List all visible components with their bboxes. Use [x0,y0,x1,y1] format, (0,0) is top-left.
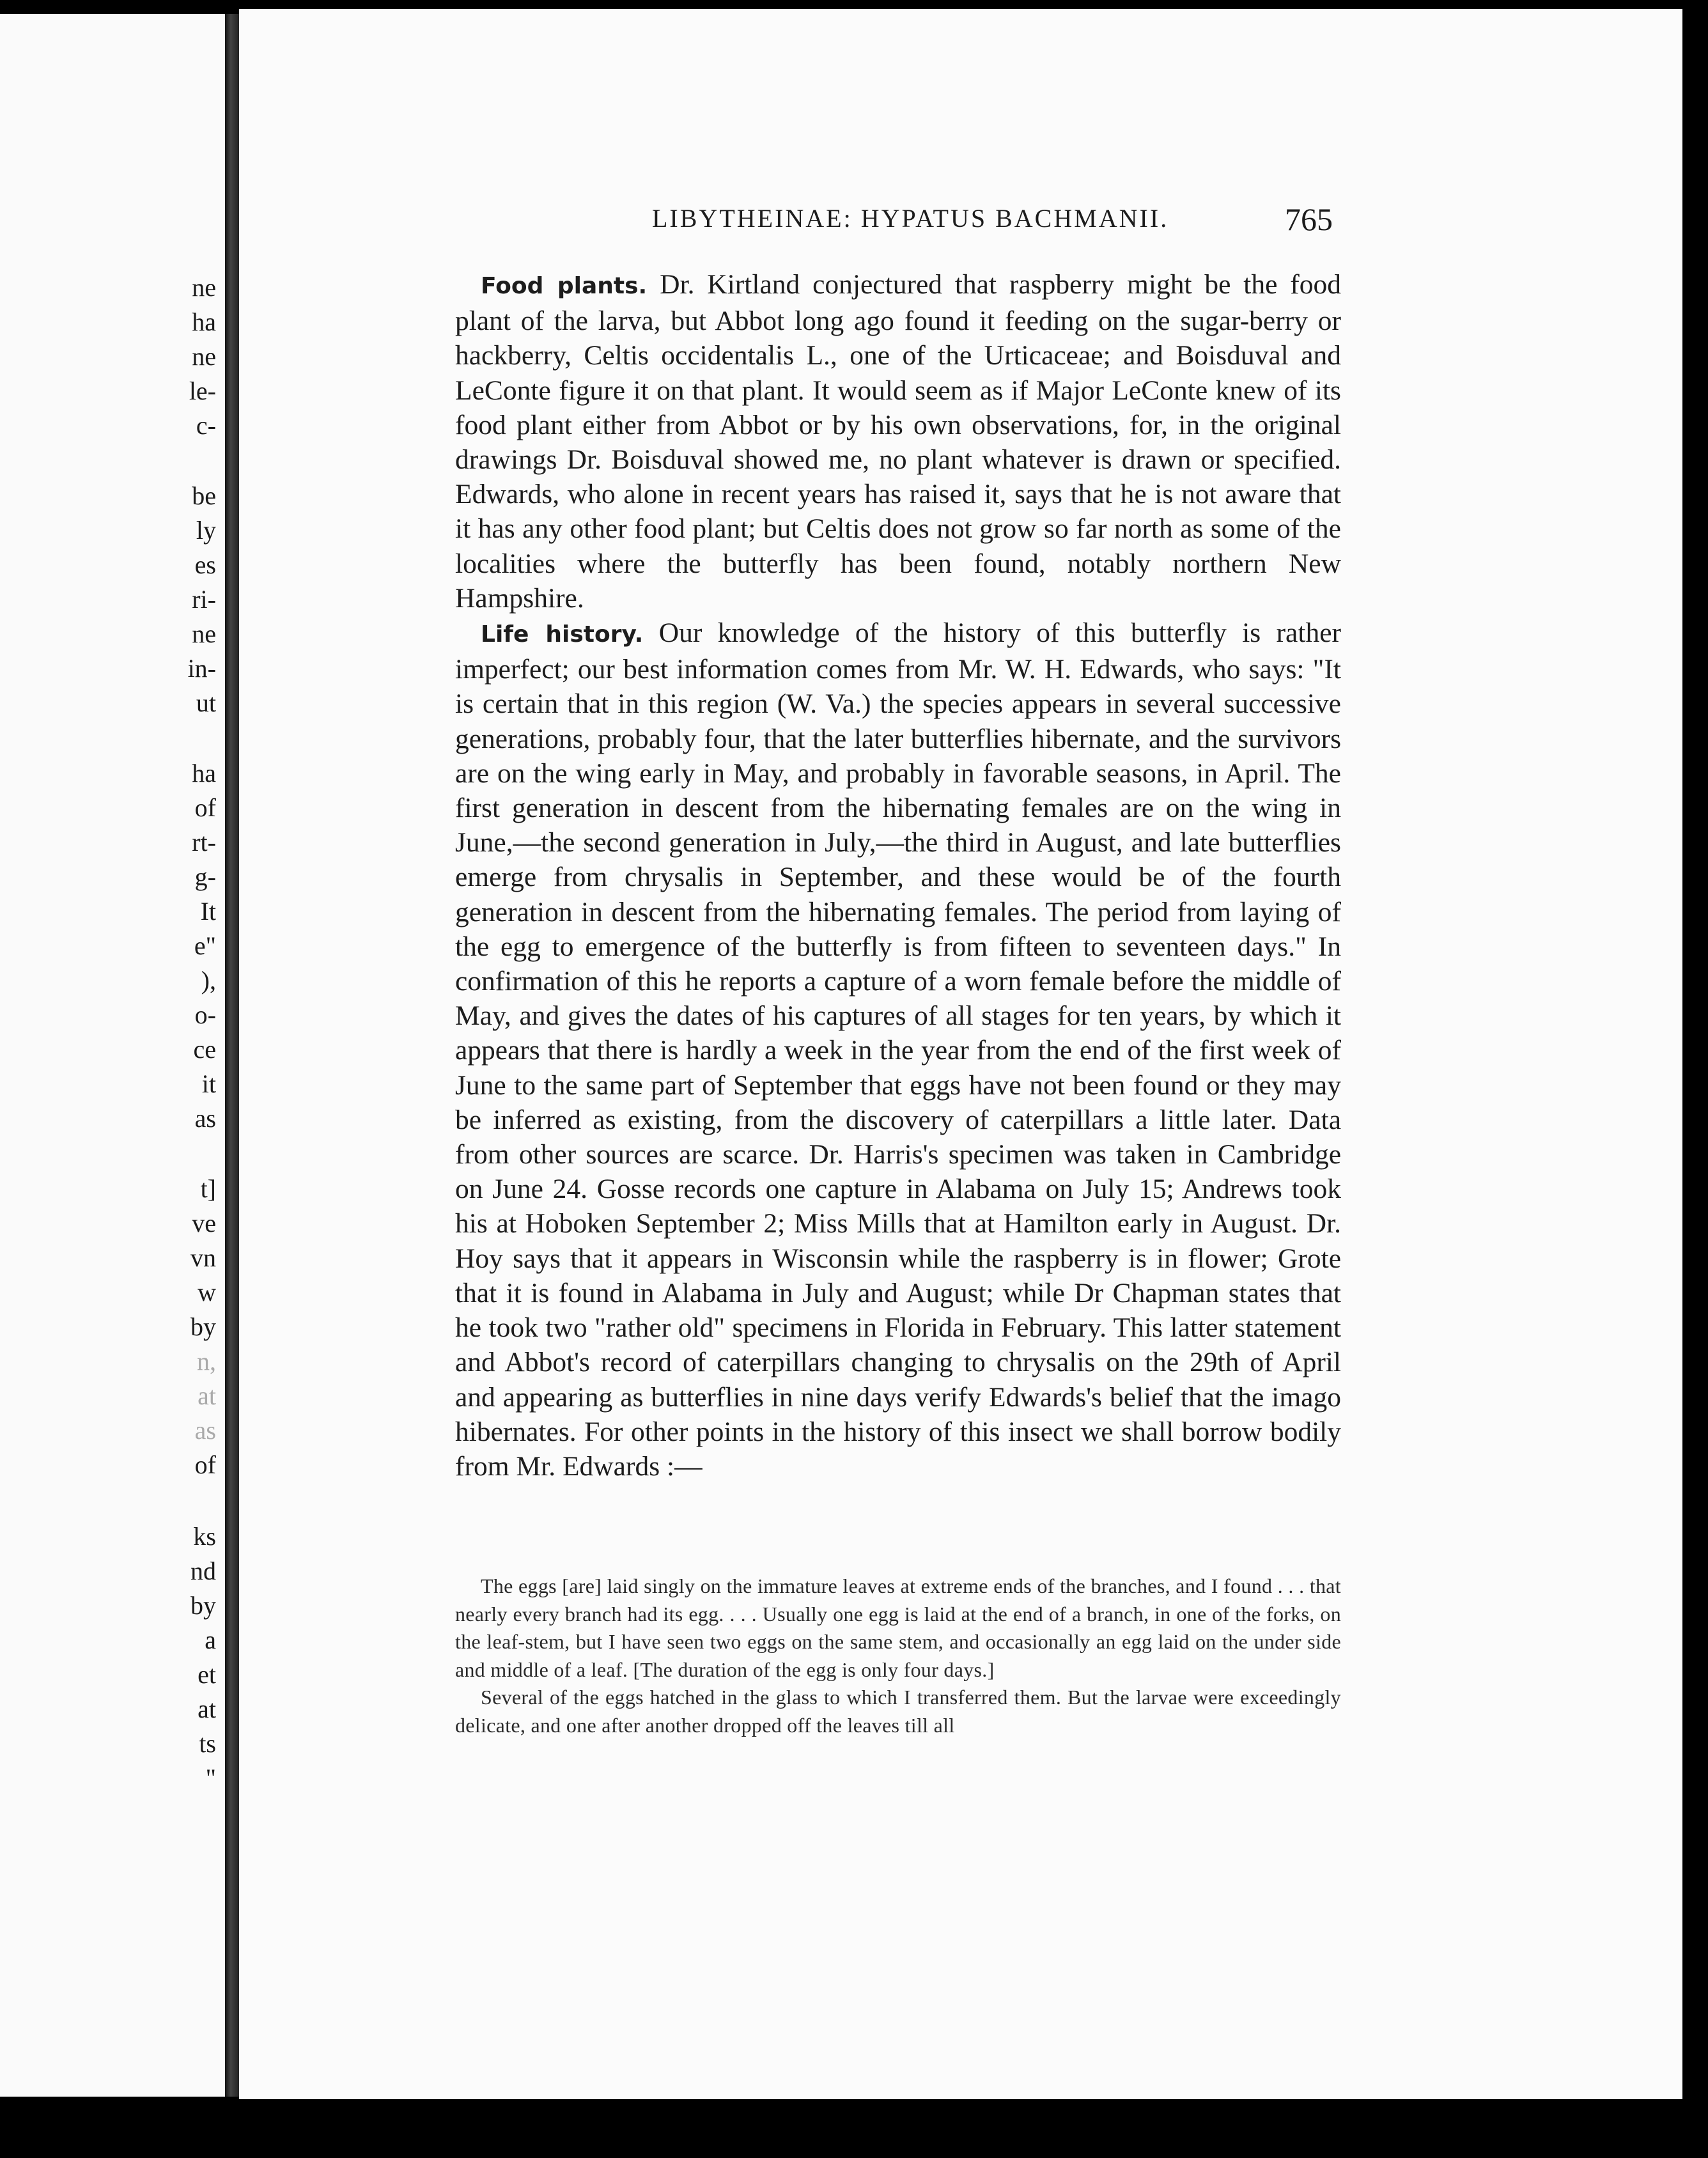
page-number: 765 [1285,201,1333,237]
scan-border-right [1682,0,1708,2158]
quote-paragraph-2: Several of the eggs hatched in the glass to which I transferred them. But the larvae were exceedingly delicate, and one after another dropped off the leaves till all [455,1686,1341,1737]
life-history-text: Our knowledge of the history of this butterfly is rather imperfect; our best information comes from Mr. W. H. Edwards, who says: "It is certain that in this region (W. Va.) the species appears in several successive generations, probably four, that the later butterflies hibernate, and the survivors are on the wing early in May, and probably in favorable seasons, in April. The first generation in descent from the hibernating females are on the wing in June,—the second generation in July,—the third in August, and late butterflies emerge from chrysalis in September, and these would be of the fourth generation in descent from the hibernating females. The period from laying of the egg to emergence of the butterfly is from fifteen to seventeen days." In confirmation of this he reports a capture of a worn female before the middle of May, and gives the dates of his captures of all stages for ten years, by which it appears that there is hardly a week in the year from the end of the first week of June to the same part of September that eggs have not been found or they may be inferred as existing, from the discovery of caterpillars a little later. Data from other sources are scarce. Dr. Harris's specimen was taken in Cambridge on June 24. Gosse records one capture in Alabama on July 15; Andrews took his at Hoboken September 2; Miss Mills that at Hamilton early in August. Dr. Hoy says that it appears in Wisconsin while the raspberry is in flower; Grote that it is found in Alabama in July and August; while Dr Chapman states that he took two "rather old" specimens in Florida in February. This latter statement and Abbot's record of caterpillars changing to chrysalis on the 29th of April and appearing as butterflies in nine days verify Edwards's belief that the imago hibernates. For other points in the history of this insect we shall borrow bodily from Mr. Edwards :— [455,617,1341,1482]
food-plants-heading: Food plants. [481,273,648,299]
left-page-fragment: g- [194,862,216,891]
left-page-fragment: ne [192,273,216,302]
left-page-fragment: ne [192,342,216,371]
left-page-fragment: in- [187,654,216,683]
food-plants-text: Dr. Kirtland conjectured that raspberry might be the food plant of the larva, but Abbot long ago found it feeding on the sugar-berry or hackberry, Celtis occidentalis L., one of the Urticaceae; and Boisduval and LeConte figure it on that plant. It would seem as if Major LeConte knew of its food plant either from Abbot or by his own observations, for, in the original drawings Dr. Boisduval showed me, no plant whatever is drawn or specified. Edwards, who alone in recent years has raised it, says that he is not aware that it has any other food plant; but Celtis does not grow so far north as some of the localities where the butterfly has been found, notably northern New Hampshire. [455,269,1342,614]
left-page-fragment: ha [192,307,216,336]
left-page-fragment: o- [194,1000,216,1029]
left-page-fragment: ve [192,1209,216,1238]
left-page-fragment: rt- [192,828,216,857]
left-page-fragment: ne [192,619,216,648]
life-history-paragraph [455,616,1341,1484]
left-page-fragment: e" [194,931,216,960]
left-page-fragment: a [205,1626,216,1654]
left-page-fragment: at [198,1695,216,1723]
left-page-fragment: of [194,1450,216,1479]
facing-page-left [0,14,225,2097]
left-page-fragment: of [194,793,216,822]
left-page-fragment: n, [197,1347,216,1376]
left-page-fragment: ha [192,759,216,788]
left-page-fragment: ts [199,1729,216,1758]
left-page-fragment: by [190,1591,216,1620]
edwards-quotation [455,1572,1341,1739]
scan-border-bottom [0,2099,1708,2158]
left-page-fragment: vn [190,1243,216,1272]
left-page-fragment: " [205,1764,216,1792]
left-page-fragment: le- [189,376,216,405]
left-page-fragment: t] [200,1174,216,1203]
left-page-fragment: ks [193,1522,216,1551]
book-gutter [225,14,239,2097]
food-plants-paragraph [455,267,1341,616]
left-page-fragment: as [194,1416,216,1445]
quote-paragraph-1: The eggs [are] laid singly on the immature leaves at extreme ends of the branches, and I found . . . that nearly every branch had its egg. . . . Usually one egg is laid at the end of a branch, in one of the forks, on the leaf-stem, but I have seen two eggs on the same stem, and occasionally an egg laid on the under side and middle of a leaf. [The duration of the egg is only four days.] [455,1574,1341,1681]
left-page-fragment: et [198,1660,216,1689]
left-page-fragment: ri- [192,585,216,614]
left-page-fragment: es [194,550,216,579]
left-page-fragment: as [194,1104,216,1133]
left-page-fragment: ly [196,516,216,545]
running-head: LIBYTHEINAE: HYPATUS BACHMANII. [652,204,1169,233]
left-page-fragment: by [190,1312,216,1341]
left-page-fragment: be [192,481,216,510]
left-page-fragment: it [201,1069,216,1098]
left-page-fragment: c- [196,411,216,440]
left-page-fragment: ce [193,1035,216,1064]
left-page-fragment: ), [201,966,216,995]
left-page-fragment: nd [190,1556,216,1585]
left-page-fragment: w [198,1278,216,1307]
life-history-heading: Life history. [481,621,644,648]
left-page-fragment: at [198,1381,216,1410]
main-text [455,267,1341,1484]
left-page-fragment: ut [196,688,216,717]
left-page-fragment: It [200,897,216,926]
